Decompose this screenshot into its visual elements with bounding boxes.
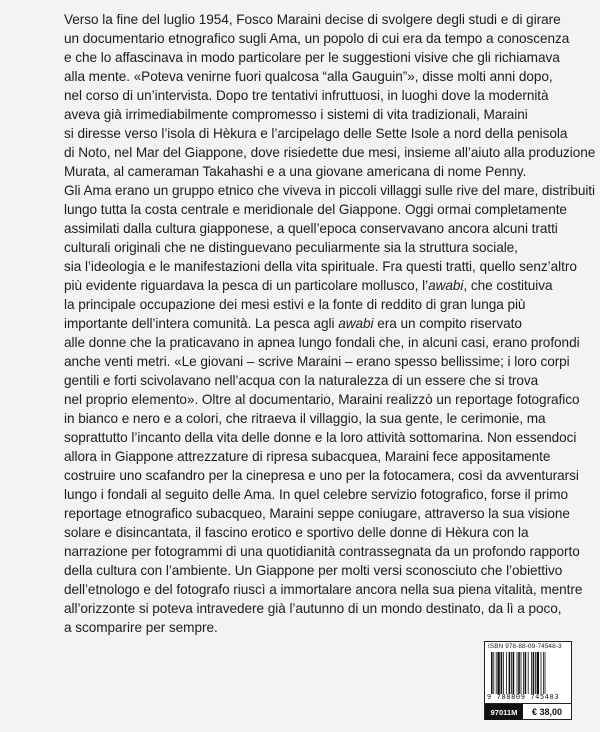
text-line: assimilati dalla cultura giapponese, a quell’epoca conservavano ancora alcuni tratti xyxy=(64,221,558,236)
text-line: aveva già irrimediabilmente compromesso i sistemi di vita tradizionali, Maraini xyxy=(64,107,528,122)
text-line: anche venti metri. «Le giovani – scrive Maraini – erano spesso bellissime; i loro corpi xyxy=(64,354,570,369)
barcode-bars xyxy=(491,652,565,694)
text-line: di Noto, nel Mar del Giappone, dove risiedette due mesi, insieme all’aiuto alla produzione xyxy=(64,145,596,160)
text-line: della cultura con l’ambiente. Un Giappone per molti versi sconosciuto che l’obiettivo xyxy=(64,563,563,578)
text-line: nel corso di un’intervista. Dopo tre tentativi infruttuosi, in luoghi dove la modernità xyxy=(64,88,549,103)
text-line: lungo tutta la costa centrale e meridionale del Giappone. Oggi ormai completamente xyxy=(64,202,567,217)
text-line: dell’etnologo e del fotografo riuscì a immortalare ancora nella sua piena vitalità, mentre xyxy=(64,582,583,597)
text-line: nel proprio elemento». Oltre al documentario, Maraini realizzò un reportage fotografico xyxy=(64,392,580,407)
text-line: culturali originali che ne distinguevano peculiarmente sia la struttura sociale, xyxy=(64,240,518,255)
text-line: importante dell’intera comunità. La pesca agli awabi era un compito riservato xyxy=(64,316,522,331)
text-line: reportage etnografico subacqueo, Maraini seppe coniugare, attraverso la sua visione xyxy=(64,506,570,521)
product-code: 97011M xyxy=(485,704,523,720)
text-line: la principale occupazione dei mesi estivi e la fonte di reddito di gran lunga più xyxy=(64,297,526,312)
text-line: in bianco e nero e a colori, che ritraeva il villaggio, la sua gente, le cerimonie, ma xyxy=(64,411,546,426)
ean-digits: 9 788809 745483 xyxy=(487,693,560,701)
text-line: sia l’ideologia e le manifestazioni della vita spirituale. Fra questi tratti, quello senz’altro xyxy=(64,259,577,274)
text-line: all’orizzonte si poteva intravedere già l’autunno di un mondo destinato, da lì a poco, xyxy=(64,601,562,616)
text-line: gentili e forti scivolavano nell’acqua con la naturalezza di un essere che si trova xyxy=(64,373,539,388)
text-line: alla mente. «Poteva venirne fuori qualcosa “alla Gauguin”», disse molti anni dopo, xyxy=(64,69,553,84)
text-line: più evidente riguardava la pesca di un particolare mollusco, l’awabi, che costituiva xyxy=(64,278,553,293)
text-line: narrazione per fotogrammi di una quotidianità contrassegnata da un profondo rapporto xyxy=(64,544,580,559)
text-line: un documentario etnografico sugli Ama, un popolo di cui era da tempo a conoscenza xyxy=(64,31,570,46)
text-line: lungo i fondali al seguito delle Ama. In quel celebre servizio fotografico, forse il primo xyxy=(64,487,569,502)
price: € 38,00 xyxy=(531,707,563,717)
text-line: a scomparire per sempre. xyxy=(64,620,218,635)
text-line: Gli Ama erano un gruppo etnico che viveva in piccoli villaggi sulle rive del mare, distribuiti xyxy=(64,183,596,198)
text-line: Verso la fine del luglio 1954, Fosco Maraini decise di svolgere degli studi e di girare xyxy=(64,12,561,27)
isbn-number: ISBN 978-88-09-74548-3 xyxy=(488,643,562,650)
text-line: solare e disincantata, il fascino erotico e sportivo delle donne di Hèkura con la xyxy=(64,525,529,540)
text-line: allora in Giappone attrezzature di ripresa subacquea, Maraini fece appositamente xyxy=(64,449,551,464)
barcode-label xyxy=(484,641,572,720)
text-line: costruire uno scafandro per la cinepresa e uno per la fotocamera, così da avventurarsi xyxy=(64,468,579,483)
text-line: soprattutto l’incanto della vita delle donne e la loro attività sottomarina. Non essendoci xyxy=(64,430,577,445)
text-line: e che lo affascinava in modo particolare per le suggestioni visive che gli richiamava xyxy=(64,50,560,65)
text-line: alle donne che la praticavano in apnea lungo fondali che, in alcuni casi, erano profondi xyxy=(64,335,580,350)
price-row xyxy=(485,703,571,720)
text-line: si diresse verso l’isola di Hèkura e l’arcipelago delle Sette Isole a nord della penisola xyxy=(64,126,568,141)
synopsis-text xyxy=(64,10,596,637)
text-line: Murata, al cameraman Takahashi e a una giovane americana di nome Penny. xyxy=(64,164,527,179)
